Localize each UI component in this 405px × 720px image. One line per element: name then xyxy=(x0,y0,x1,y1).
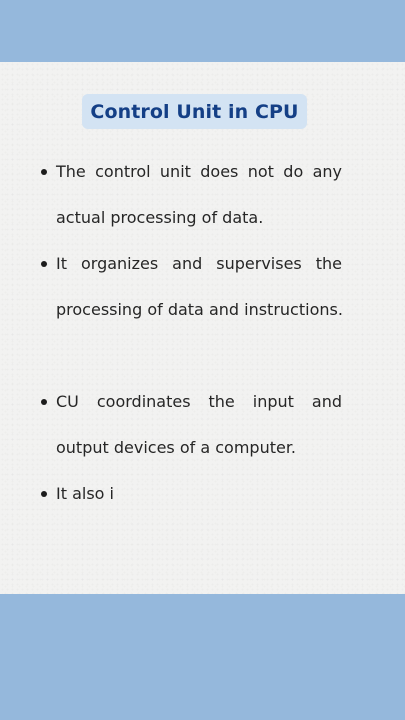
bullet-3-line-1: CU coordinates the input and xyxy=(56,392,342,411)
bullet-dot xyxy=(41,399,47,405)
bottom-band xyxy=(0,594,405,720)
slide-title: Control Unit in CPU xyxy=(90,100,299,123)
bullet-3-line-2: output devices of a computer. xyxy=(56,438,297,457)
bullet-dot xyxy=(41,169,47,175)
bullet-2-line-2: processing of data and instructions. xyxy=(56,300,343,319)
bullet-1-line-2: actual processing of data. xyxy=(56,208,264,227)
bullet-2-line-1: It organizes and supervises the xyxy=(56,254,342,273)
title-badge xyxy=(82,94,307,129)
slide-panel xyxy=(0,62,405,594)
bullet-dot xyxy=(41,491,47,497)
bullet-1-line-1: The control unit does not do any xyxy=(56,162,342,181)
top-band xyxy=(0,0,405,62)
bullet-dot xyxy=(41,261,47,267)
bullet-4-line-1: It also i xyxy=(56,484,114,503)
